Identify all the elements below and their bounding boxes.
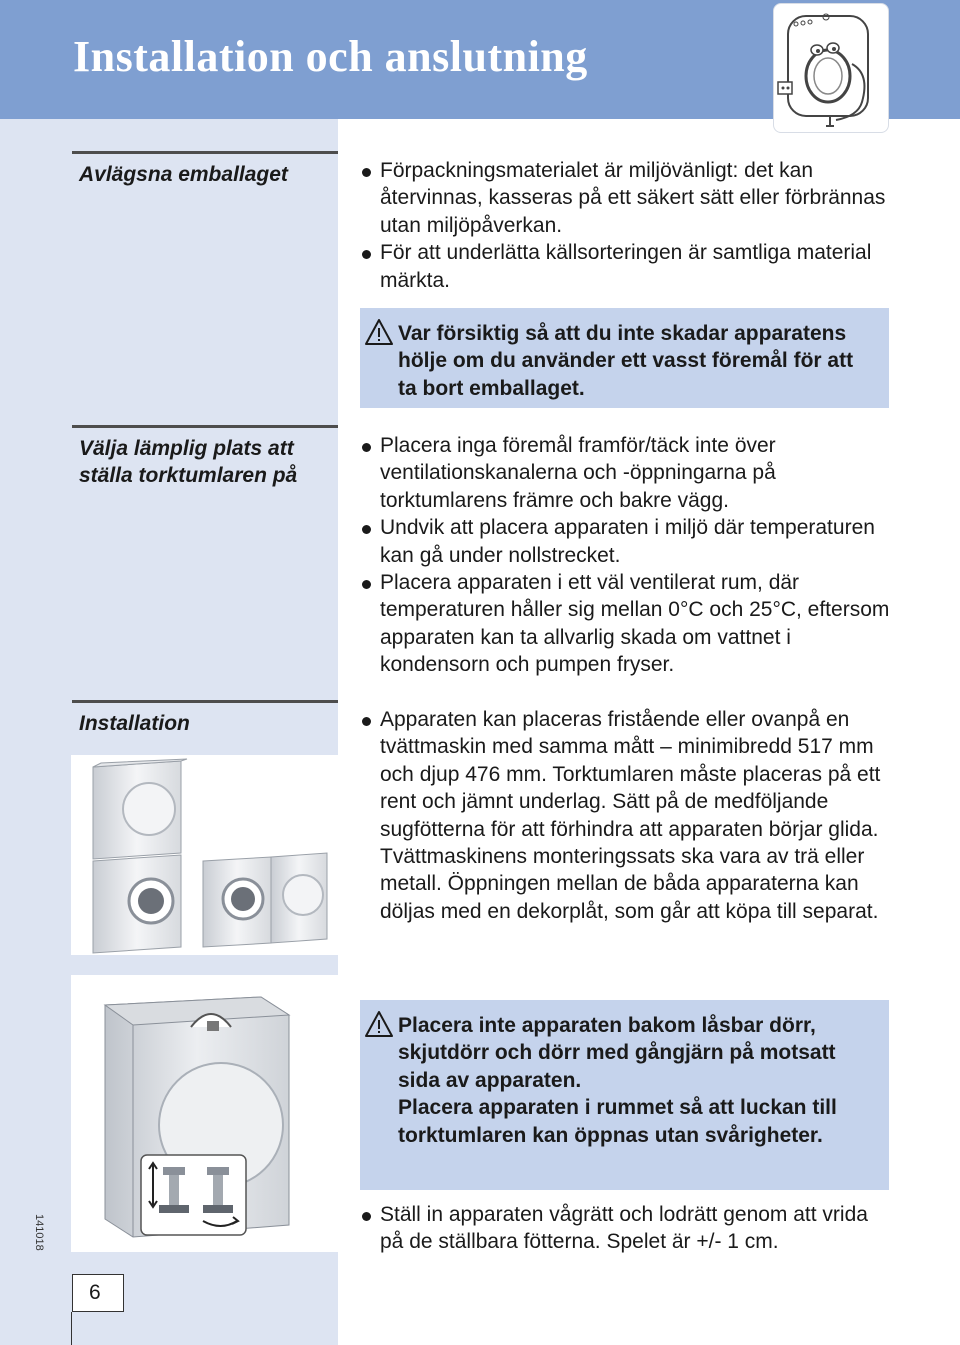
document-code: 141018: [33, 1214, 45, 1251]
list-item: Undvik att placera apparaten i miljö där temperaturen kan gå under nollstrecket.: [360, 514, 890, 569]
list-item: Förpackningsmaterialet är miljövänligt: det kan återvinnas, kasseras på ett säkert sätt eller förbrännas utan miljöpåverkan.: [360, 157, 890, 239]
list-item: Apparaten kan placeras fristående eller ovanpå en tvättmaskin med samma mått – minimibredd 517 mm och djup 476 mm. Torktumlaren måste placeras på ett rent och jämnt underlag. Sätt på de medföljande sugfötterna för att förhindra att apparaten börjar glida. Tvättmaskinens monteringssats ska vara av trä eller metall. Öppningen mellan de båda apparaterna kan döljas med en dekorplåt, som går att köpa till separat.: [360, 706, 890, 925]
list-item: För att underlätta källsorteringen är samtliga material märkta.: [360, 239, 890, 294]
dryer-mascot-icon: [773, 3, 889, 133]
list-item: Placera apparaten i ett väl ventilerat rum, där temperaturen håller sig mellan 0°C och 25°C, eftersom apparaten kan ta allvarlig skada om vattnet i kondensorn och pumpen fryser.: [360, 569, 890, 679]
list-item: Placera inga föremål framför/täck inte över ventilationskanalerna och -öppningarna på torktumlarens främre och bakre vägg.: [360, 432, 890, 514]
warning-triangle-icon: [364, 1010, 394, 1038]
section-label-placement: Välja lämplig plats att ställa torktumlaren på: [72, 425, 338, 489]
page-header: [0, 0, 960, 119]
list-item: Ställ in apparaten vågrätt och lodrätt genom att vrida på de ställbara fötterna. Spelet är +/- 1 cm.: [360, 1201, 890, 1256]
warning-box-packaging: [360, 308, 889, 408]
section-label-packaging: Avlägsna emballaget: [72, 151, 338, 188]
section-label-installation: Installation: [72, 700, 338, 737]
page-number: 6: [72, 1274, 124, 1312]
stacked-appliances-image: [71, 755, 338, 955]
page-title: Installation och anslutning: [73, 32, 588, 81]
warning-triangle-icon: [364, 318, 394, 346]
packaging-bullet-list: [360, 157, 890, 294]
warning-text: Placera inte apparaten bakom låsbar dörr, skjutdörr och dörr med gångjärn på motsatt sida av apparaten.: [398, 1014, 836, 1092]
leveling-bullet-list: [360, 1201, 890, 1256]
warning-text: Placera apparaten i rummet så att luckan till torktumlaren kan öppnas utan svårigheter.: [398, 1096, 837, 1147]
installation-bullet-list: [360, 706, 890, 925]
warning-text: Var försiktig så att du inte skadar apparatens hölje om du använder ett vasst föremål för att ta bort emballaget.: [398, 322, 854, 400]
warning-box-installation: [360, 1000, 889, 1190]
placement-bullet-list: [360, 432, 890, 679]
divider: [71, 1312, 72, 1345]
adjustable-feet-image: [71, 975, 338, 1252]
